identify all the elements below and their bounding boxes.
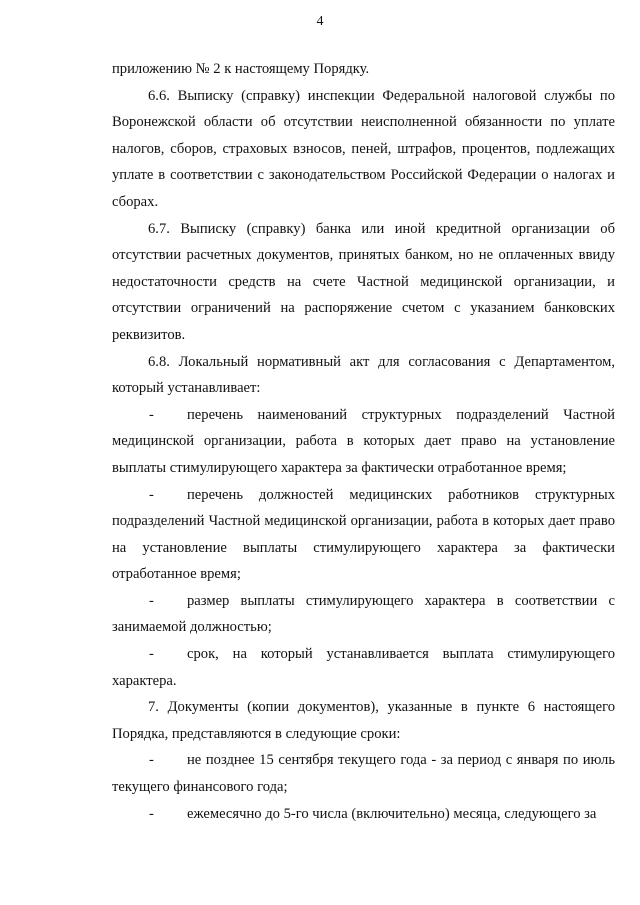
list-item-text: перечень наименований структурных подразделений Частной медицинской организации, работа в которых дает право на установление выплаты стимулирующего характера за фактически отработанное время; [112,406,615,476]
dash-marker: - [149,592,154,609]
paragraph-continuation: приложению № 2 к настоящему Порядку. [112,61,370,77]
list-item-september [112,747,615,800]
list-item-text: ежемесячно до 5-го числа (включительно) месяца, следующего за [187,805,597,822]
list-item-text: размер выплаты стимулирующего характера в соответствии с занимаемой должностью; [112,592,615,636]
list-item-amount [112,588,615,641]
list-item-text: срок, на который устанавливается выплата стимулирующего характера. [112,646,615,689]
list-item-text: не позднее 15 сентября текущего года - за период с января по июль текущего финансового года; [112,752,615,796]
paragraph-7: 7. Документы (копии документов), указанные в пункте 6 настоящего Порядка, представляются в следующие сроки: [112,699,615,742]
list-item-monthly [112,801,615,828]
list-item-positions [112,482,615,588]
dash-marker: - [149,406,154,423]
paragraph-6-6: 6.6. Выписку (справку) инспекции Федеральной налоговой службы по Воронежской области об отсутствии неисполненной обязанности по уплате налогов, сборов, страховых взносов, пеней, штрафов, процентов, подлежащих уплате в соответствии с законодательством Российской Федерации о налогах и сборах. [112,87,615,210]
paragraph-6-8: 6.8. Локальный нормативный акт для согласования с Департаментом, который устанавливает: [112,353,615,397]
list-item-subdivisions [112,402,615,482]
dash-marker: - [149,752,154,769]
page-number: 4 [316,14,324,29]
document-body [112,56,615,827]
paragraph-6-7: 6.7. Выписку (справку) банка или иной кредитной организации об отсутствии расчетных документов, принятых банком, но не оплаченных ввиду недостаточности средств на счете Частной медицинской организации, и отсутствии ограничений на распоряжение счетом с указанием банковских реквизитов. [112,220,615,343]
dash-marker: - [149,805,154,822]
dash-marker: - [149,486,154,503]
list-item-text: перечень должностей медицинских работников структурных подразделений Частной медицинской организации, работа в которых дает право на установление выплаты стимулирующего характера за фактически отработанное время; [112,486,615,583]
dash-marker: - [149,646,154,663]
list-item-term [112,641,615,694]
